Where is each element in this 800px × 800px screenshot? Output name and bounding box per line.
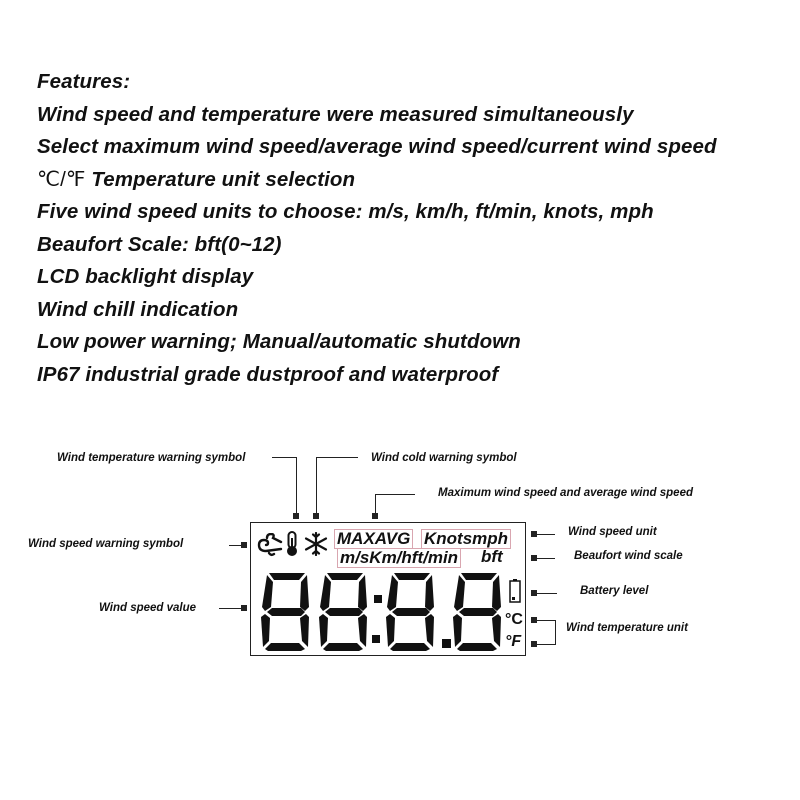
label-wind-temp-warning: Wind temperature warning symbol — [57, 452, 246, 464]
feature-item: Five wind speed units to choose: m/s, km/h, ft/min, knots, mph — [37, 200, 654, 223]
feature-item: Select maximum wind speed/average wind speed/current wind speed — [37, 135, 717, 158]
label-wind-cold-warning: Wind cold warning symbol — [371, 452, 517, 464]
feature-item: LCD backlight display — [37, 265, 254, 288]
feature-item — [37, 164, 717, 197]
feature-item: Low power warning; Manual/automatic shutdown — [37, 330, 521, 353]
seven-segment-digits — [259, 571, 505, 653]
wind-icon — [257, 533, 283, 557]
snowflake-icon — [304, 532, 328, 556]
lcd-display — [250, 522, 526, 656]
bft-indicator: bft — [481, 547, 503, 566]
label-wind-speed-value: Wind speed value — [99, 602, 197, 614]
unit-knots-mph: Knotsmph — [421, 529, 511, 549]
feature-item: Beaufort Scale: bft(0~12) — [37, 232, 282, 256]
battery-icon — [509, 579, 521, 603]
feature-text: Temperature unit selection — [85, 167, 356, 191]
feature-item: Wind speed and temperature were measured simultaneously — [37, 102, 634, 126]
unit-ms-kmh-ftmin: m/sKm/hft/min — [337, 548, 461, 568]
fahrenheit-indicator: °F — [505, 633, 522, 650]
features-list — [37, 66, 717, 391]
features-heading: Features: — [37, 70, 131, 93]
label-max-avg: Maximum wind speed and average wind speed — [438, 487, 693, 499]
feature-item: Wind chill indication — [37, 297, 239, 321]
max-avg-indicator: MAXAVG — [334, 529, 413, 549]
label-beaufort: Beaufort wind scale — [574, 550, 683, 562]
label-wind-speed-warning: Wind speed warning symbol — [28, 538, 184, 550]
label-battery: Battery level — [580, 585, 649, 597]
label-wind-speed-unit: Wind speed unit — [568, 526, 657, 538]
temp-unit-symbols: ℃/℉ — [37, 167, 86, 191]
celsius-indicator: °C — [505, 611, 523, 628]
thermometer-icon — [285, 531, 299, 557]
feature-item: IP67 industrial grade dustproof and waterproof — [37, 362, 499, 386]
label-temp-unit: Wind temperature unit — [566, 622, 688, 634]
